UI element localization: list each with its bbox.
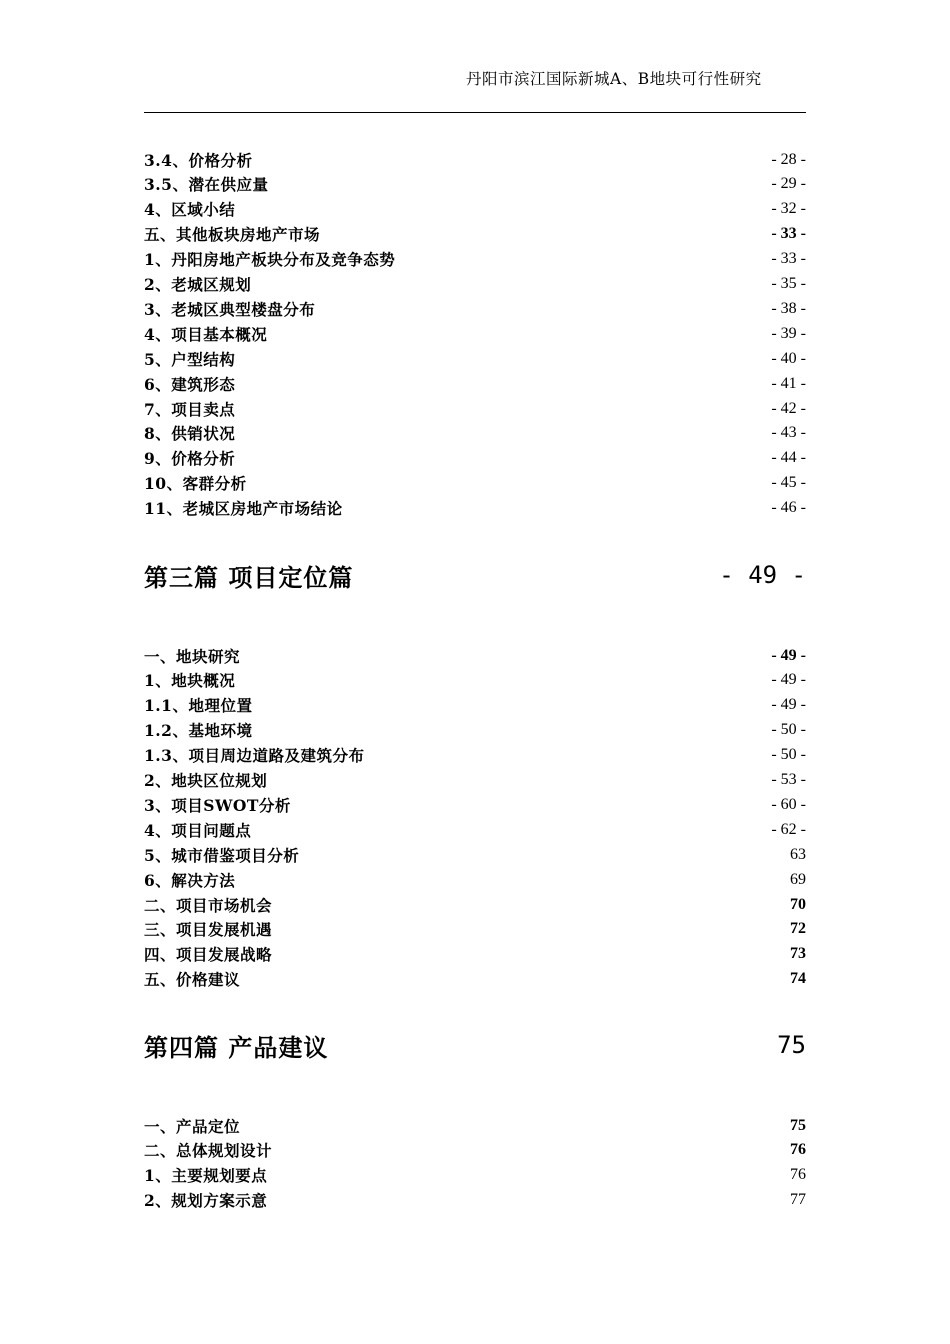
toc-entry[interactable] [144,668,806,693]
toc-entry-title: 3、项目SWOT分析 [144,795,291,815]
toc-entry[interactable] [144,643,806,668]
toc-part-4[interactable] [144,1028,806,1062]
toc-entry-title: 二、总体规划设计 [144,1141,273,1161]
toc-entry[interactable] [144,446,806,471]
toc-entry-title: 4、区域小结 [144,200,236,220]
part-page: - 49 - [719,561,806,589]
toc-entry-title: 1、主要规划要点 [144,1166,268,1186]
toc-entry[interactable] [144,296,806,321]
toc-entry[interactable] [144,792,806,817]
toc-entry-page: 76 [790,1166,806,1184]
part-page: 75 [777,1031,806,1059]
toc-entry[interactable] [144,718,806,743]
toc-entry-page: 63 [790,845,806,863]
toc-entry-page: 73 [790,945,806,963]
toc-entry-page: - 60 - [771,795,806,813]
toc-entry-page: - 29 - [771,175,806,193]
toc-entry-page: - 32 - [771,200,806,218]
toc-entry-page: - 28 - [771,150,806,168]
toc-entry[interactable] [144,892,806,917]
toc-entry-title: 五、其他板块房地产市场 [144,225,321,245]
toc-entry-page: 75 [790,1116,806,1134]
toc-entry[interactable] [144,471,806,496]
toc-entry-title: 9、价格分析 [144,449,236,469]
toc-entry-page: - 53 - [771,771,806,788]
toc-entry[interactable] [144,247,806,272]
toc-entry-title: 10、客群分析 [144,474,247,494]
toc-entry[interactable] [144,147,806,172]
toc-entry[interactable] [144,967,806,992]
toc-entry-page: - 40 - [771,349,806,367]
toc-entry[interactable] [144,817,806,842]
toc-entry-page: - 50 - [771,721,806,739]
toc-entry-title: 3、老城区典型楼盘分布 [144,299,316,319]
toc-entry-page: - 49 - [771,646,806,664]
running-header: 丹阳市滨江国际新城A、B地块可行性研究 [466,70,762,88]
toc-entry-title: 2、老城区规划 [144,275,252,294]
toc-entry-page: 74 [790,970,806,988]
toc-entry[interactable] [144,421,806,446]
toc-entry[interactable] [144,222,806,247]
toc-entry[interactable] [144,1113,806,1138]
toc-entry-title: 6、解决方法 [144,870,236,890]
toc-entry-title: 5、户型结构 [144,349,236,369]
part-title: 第四篇 产品建议 [144,1032,329,1062]
toc-entry[interactable] [144,867,806,892]
toc-entry[interactable] [144,346,806,371]
toc-entry-title: 6、建筑形态 [144,374,236,394]
toc-entry[interactable] [144,768,806,793]
toc-entry-page: - 44 - [771,449,806,467]
toc-entry-page: - 43 - [771,424,806,442]
toc-entry-title: 2、规划方案示意 [144,1191,268,1211]
toc-entry-title: 四、项目发展战略 [144,945,273,965]
toc-entry-page: - 49 - [771,696,806,714]
toc-entry-title: 4、项目问题点 [144,820,252,840]
toc-entry-page: - 42 - [771,399,806,417]
toc-entry[interactable] [144,172,806,197]
toc-entry[interactable] [144,942,806,967]
toc-entry-page: - 38 - [771,299,806,317]
toc-entry-title: 11、老城区房地产市场结论 [144,499,343,519]
toc-entry[interactable] [144,197,806,222]
toc-entry[interactable] [144,842,806,867]
toc-entry[interactable] [144,396,806,421]
toc-entry-page: 77 [790,1191,806,1209]
toc-entry-page: - 49 - [771,671,806,689]
toc-entry-page: - 50 - [771,746,806,764]
toc-entry[interactable] [144,272,806,297]
toc-entry-title: 5、城市借鉴项目分析 [144,845,300,865]
toc-entry-page: - 33 - [771,225,806,243]
toc-entry-page: - 46 - [771,499,806,517]
toc-entry-title: 1.3、项目周边道路及建筑分布 [144,746,365,766]
toc-entry-title: 1、地块概况 [144,671,236,691]
toc-entry-page: - 62 - [771,820,806,838]
toc-entry-page: 70 [790,895,806,913]
toc-entry-page: - 33 - [771,250,806,268]
toc-entry-title: 4、项目基本概况 [144,324,268,344]
toc-entry-page: 69 [790,870,806,888]
toc-entry-title: 3.4、价格分析 [144,150,253,170]
toc-entry-title: 1、丹阳房地产板块分布及竞争态势 [144,250,396,270]
toc-entry[interactable] [144,693,806,718]
toc-entry[interactable] [144,1188,806,1213]
toc-entry-title: 一、产品定位 [144,1116,241,1136]
toc-entry-title: 2、地块区位规划 [144,771,268,790]
toc-entry[interactable] [144,743,806,768]
toc-entry-page: 72 [790,920,806,938]
toc-entry-title: 1.2、基地环境 [144,721,253,741]
toc-part-3[interactable] [144,558,806,592]
header-rule [144,112,806,113]
toc-entry[interactable] [144,496,806,521]
toc-entry-title: 五、价格建议 [144,970,241,990]
toc-entry-page: - 39 - [771,324,806,342]
toc-entry[interactable] [144,1138,806,1163]
toc-entry[interactable] [144,1163,806,1188]
toc-entry-title: 一、地块研究 [144,646,241,666]
toc-entry-title: 1.1、地理位置 [144,696,253,716]
toc-entry-page: - 41 - [771,374,806,392]
toc-entry[interactable] [144,917,806,942]
toc-entry-title: 三、项目发展机遇 [144,920,273,940]
toc-entry-page: - 35 - [771,275,806,292]
toc-entry-page: 76 [790,1141,806,1159]
toc-entry-title: 8、供销状况 [144,424,236,444]
toc-entry[interactable] [144,371,806,396]
part-title: 第三篇 项目定位篇 [144,562,354,592]
toc-entry-title: 3.5、潜在供应量 [144,175,269,195]
toc-entry[interactable] [144,321,806,346]
toc-entry-title: 7、项目卖点 [144,399,236,419]
toc-entry-title: 二、项目市场机会 [144,895,273,915]
toc-entry-page: - 45 - [771,474,806,492]
